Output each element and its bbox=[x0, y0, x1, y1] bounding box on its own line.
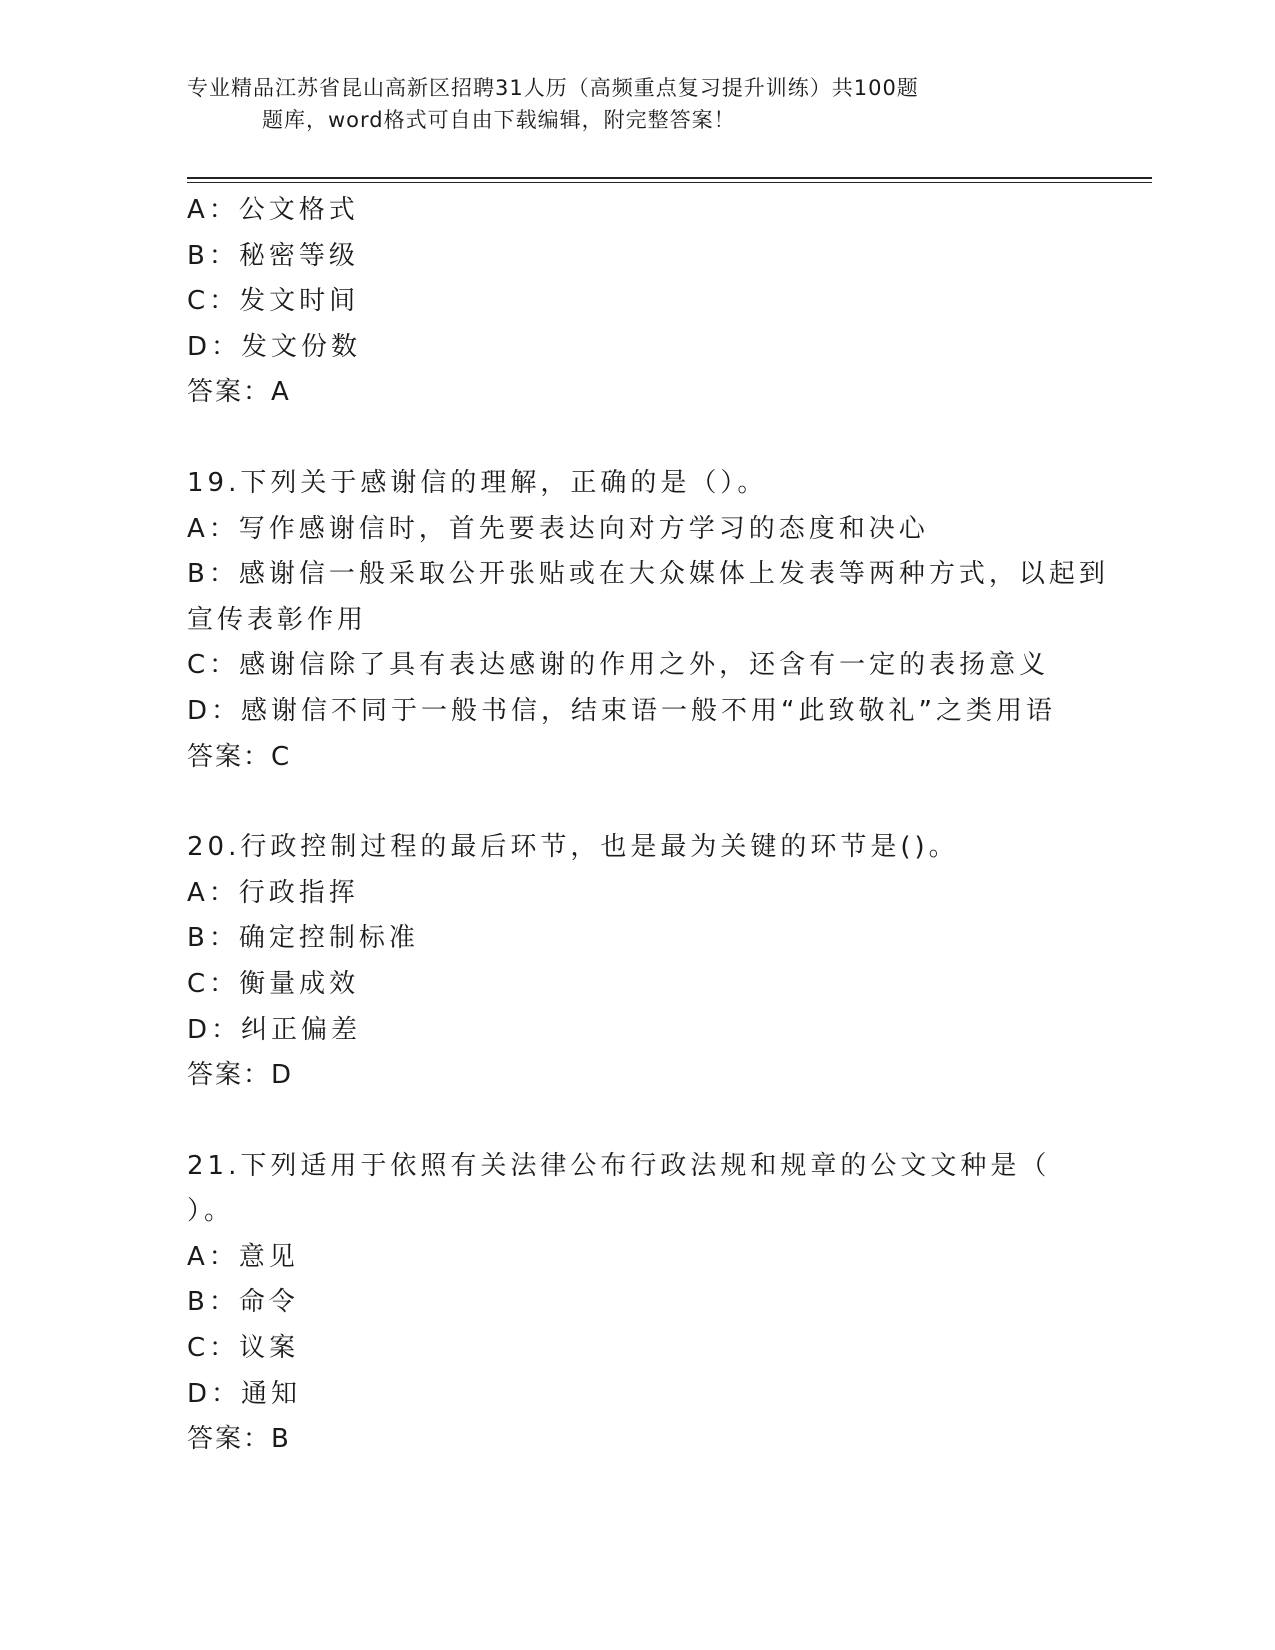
answer-line: 答案：C bbox=[187, 741, 292, 772]
option-line: A：写作感谢信时，首先要表达向对方学习的态度和决心 bbox=[187, 513, 929, 544]
option-line: C：议案 bbox=[187, 1333, 300, 1364]
option-line: D：发文份数 bbox=[187, 331, 362, 362]
option-line: B：感谢信一般采取公开张贴或在大众媒体上发表等两种方式，以起到 bbox=[187, 559, 1109, 590]
option-line: A：意见 bbox=[187, 1241, 299, 1272]
document-header bbox=[187, 72, 1087, 136]
header-divider-thick bbox=[187, 177, 1152, 179]
question-stem-continued: ）。 bbox=[187, 1196, 235, 1227]
header-line-1: 专业精品江苏省昆山高新区招聘31人历（高频重点复习提升训练）共100题 bbox=[187, 76, 919, 100]
header-line-2: 题库，word格式可自由下载编辑，附完整答案！ bbox=[262, 108, 736, 132]
answer-line: 答案：D bbox=[187, 1060, 294, 1091]
option-line: C：感谢信除了具有表达感谢的作用之外，还含有一定的表扬意义 bbox=[187, 650, 1050, 681]
option-line: D：纠正偏差 bbox=[187, 1014, 362, 1045]
option-line: C：发文时间 bbox=[187, 286, 360, 317]
header-divider-thin bbox=[187, 182, 1152, 183]
question-stem: 20.行政控制过程的最后环节，也是最为关键的环节是()。 bbox=[187, 832, 959, 863]
option-line: D：通知 bbox=[187, 1378, 302, 1409]
option-line: B：秘密等级 bbox=[187, 240, 359, 271]
option-line: B：确定控制标准 bbox=[187, 923, 419, 954]
option-line: D：感谢信不同于一般书信，结束语一般不用“此致敬礼”之类用语 bbox=[187, 695, 1056, 726]
answer-line: 答案：B bbox=[187, 1424, 291, 1455]
option-line: C：衡量成效 bbox=[187, 968, 360, 999]
option-line: A：公文格式 bbox=[187, 195, 359, 225]
answer-line: 答案：A bbox=[187, 377, 291, 408]
question-content bbox=[187, 188, 1109, 1463]
option-line: B：命令 bbox=[187, 1287, 299, 1318]
option-line: A：行政指挥 bbox=[187, 877, 359, 908]
option-line-continued: 宣传表彰作用 bbox=[187, 604, 368, 635]
question-stem: 19.下列关于感谢信的理解，正确的是（）。 bbox=[187, 467, 768, 498]
question-stem: 21.下列适用于依照有关法律公布行政法规和规章的公文文种是（ bbox=[187, 1150, 1051, 1181]
